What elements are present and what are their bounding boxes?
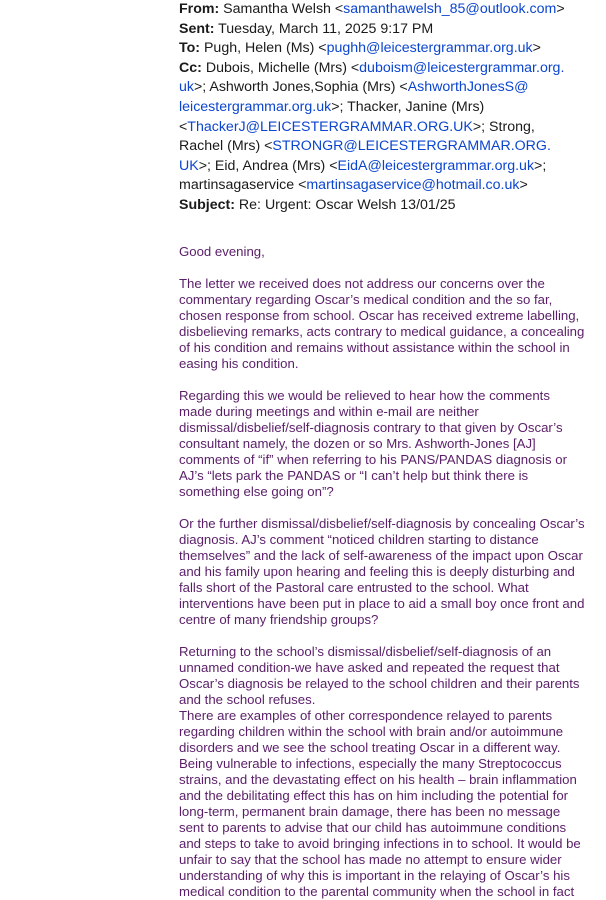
to-label: To: (179, 40, 201, 57)
cc-email-link[interactable]: leicestergrammar.org.uk (179, 98, 332, 115)
cc-close: > (519, 177, 528, 194)
cc-open: < (179, 118, 188, 135)
cc-email-link[interactable]: STRONGR@LEICESTERGRAMMAR.ORG. (272, 138, 551, 155)
cc-name: martinsagaservice < (179, 177, 307, 194)
sent-value: Tuesday, March 11, 2025 9:17 PM (218, 20, 434, 37)
body-line: dismissal/disbelief/self-diagnosis contrary to that given by Oscar’s (179, 420, 563, 435)
body-line: something else going on”? (179, 484, 334, 499)
from-name: Samantha Welsh < (223, 1, 344, 17)
body-paragraph (179, 516, 606, 628)
cc-close: >; (534, 157, 547, 174)
body-line: and his family upon hearing and feeling this is deeply disturbing and (179, 564, 575, 579)
body-line: and steps to take to avoid bringing infections in to school. It would be (179, 836, 581, 851)
greeting: Good evening, (179, 244, 265, 259)
body-line: sent to parents to advise that our child has autoimmune conditions (179, 820, 567, 835)
sent-label: Sent: (179, 20, 215, 37)
body-line: unnamed condition-we have asked and repeated the request that (179, 660, 560, 675)
cc-email-link[interactable]: uk (179, 79, 194, 96)
body-line: Oscar’s diagnosis be relayed to the school children and their parents (179, 676, 580, 691)
from-line (179, 0, 604, 20)
cc-email-link[interactable]: ThackerJ@LEICESTERGRAMMAR.ORG.UK (187, 118, 473, 135)
cc-email-link[interactable]: EidA@leicestergrammar.org.uk (337, 157, 535, 174)
body-line: made during meetings and within e-mail are neither (179, 404, 479, 419)
cc-name: >; Eid, Andrea (Mrs) < (198, 157, 338, 174)
cc-email-link[interactable]: duboism@leicestergrammar.org. (359, 59, 565, 76)
cc-name: Rachel (Mrs) < (179, 138, 273, 155)
to-email-link[interactable]: pughh@leicestergrammar.org.uk (326, 40, 533, 57)
subject-line (179, 196, 604, 216)
from-close: > (556, 1, 565, 17)
cc-name: >; Thacker, Janine (Mrs) (331, 98, 485, 115)
cc-name: >; Ashworth Jones,Sophia (Mrs) < (193, 79, 408, 96)
body-line: There are examples of other correspondence relayed to parents (179, 708, 553, 723)
body-line: themselves” and the lack of self-awareness of the impact upon Oscar (179, 548, 583, 563)
body-line: centre of many friendship groups? (179, 612, 379, 627)
subject-value: Re: Urgent: Oscar Welsh 13/01/25 (238, 196, 456, 213)
body-line: disorders and we see the school treating Oscar in a different way. (179, 740, 561, 755)
from-email-link[interactable]: samanthawelsh_85@outlook.com (343, 1, 557, 17)
sent-line (179, 20, 604, 40)
body-line: disbelieving remarks, acts contrary to medical guidance, a concealing (179, 324, 585, 339)
body-line: understanding of why this is important in the relaying of Oscar’s his (179, 868, 570, 883)
body-line: Regarding this we would be relieved to hear how the comments (179, 388, 550, 403)
from-label: From: (179, 1, 220, 17)
subject-label: Subject: (179, 196, 235, 213)
cc-email-link[interactable]: UK (179, 157, 199, 174)
body-paragraph (179, 644, 606, 900)
cc-name: >; Strong, (472, 118, 535, 135)
cc-line (179, 59, 604, 196)
body-paragraph (179, 276, 606, 372)
body-line: easing his condition. (179, 356, 299, 371)
to-line (179, 39, 604, 59)
cc-email-link[interactable]: AshworthJonesS@ (407, 79, 529, 96)
body-line: AJ’s “lets park the PANDAS or “I can’t help but think there is (179, 468, 529, 483)
body-line: medical condition to the parental community when the school in fact (179, 884, 575, 899)
body-line: unfair to say that the school has made no attempt to ensure wider (179, 852, 562, 867)
body-line: of his condition and remains without assistance within the school in (179, 340, 570, 355)
body-line: strains, and the devastating effect on his health – brain inflammation (179, 772, 577, 787)
body-line: and the school refuses. (179, 692, 316, 707)
body-line: Or the further dismissal/disbelief/self-diagnosis by concealing Oscar’s (179, 516, 585, 531)
to-name: Pugh, Helen (Ms) < (203, 40, 327, 57)
to-close: > (532, 40, 541, 57)
body-line: falls short of the Pastoral care entrusted to the school. What (179, 580, 529, 595)
cc-label: Cc: (179, 59, 202, 76)
body-line: Returning to the school’s dismissal/disbelief/self-diagnosis of an (179, 644, 552, 659)
body-line: diagnosis. AJ’s comment “noticed children starting to distance (179, 532, 539, 547)
cc-name: Dubois, Michelle (Mrs) < (205, 59, 360, 76)
body-line: regarding children within the school with brain and/or autoimmune (179, 724, 564, 739)
body-line: comments of “if” when referring to his PANS/PANDAS diagnosis or (179, 452, 567, 467)
body-line: long-term, permanent brain damage, there has been no message (179, 804, 561, 819)
body-line: and the debilitating effect this has on him including the potential for (179, 788, 569, 803)
body-line: commentary regarding Oscar’s medical condition and the so far, (179, 292, 553, 307)
body-line: The letter we received does not address our concerns over the (179, 276, 545, 291)
body-line: Being vulnerable to infections, especially the many Streptococcus (179, 756, 562, 771)
email-header (179, 0, 604, 216)
cc-email-link[interactable]: martinsagaservice@hotmail.co.uk (306, 177, 520, 194)
email-body (179, 244, 606, 900)
body-line: interventions have been put in place to aid a small boy once front and (179, 596, 585, 611)
body-line: consultant namely, the dozen or so Mrs. Ashworth-Jones [AJ] (179, 436, 536, 451)
body-line: chosen response from school. Oscar has received extreme labelling, (179, 308, 580, 323)
body-paragraph (179, 388, 606, 500)
